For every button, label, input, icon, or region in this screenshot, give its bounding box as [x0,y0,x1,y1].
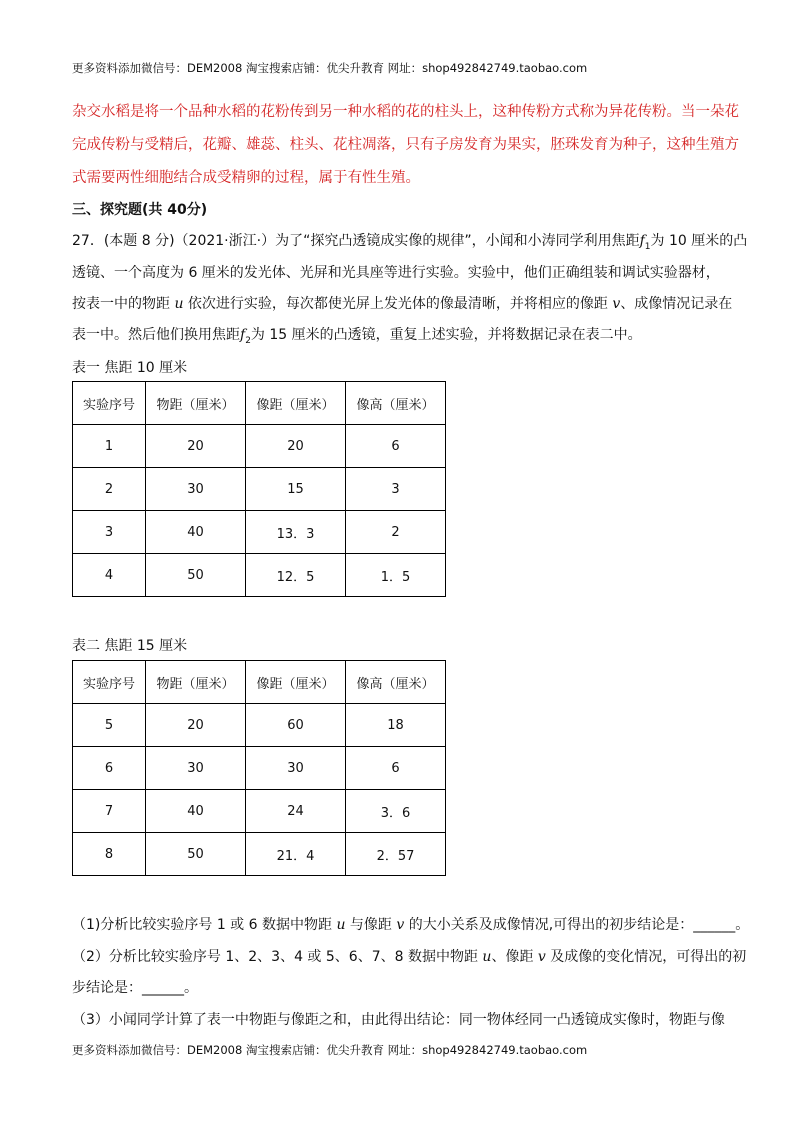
table-header-row [73,382,446,425]
table-cell: 3 [73,511,146,554]
table-row [73,468,446,511]
table-cell: 6 [73,747,146,790]
answer-line-2: 完成传粉与受精后，花瓣、雄蕊、柱头、花柱凋落，只有子房发育为果实，胚珠发育为种子，这种生殖方 [72,137,739,153]
table-cell: 20 [146,704,246,747]
table-cell: 3 [346,468,446,511]
table-header-cell: 像距（厘米） [246,661,346,704]
table-cell: 3．6 [346,790,446,833]
table-row [73,554,446,597]
table2-caption: 表二 焦距 15 厘米 [72,638,188,654]
table-row [73,833,446,876]
table-cell: 18 [346,704,446,747]
table-cell: 30 [146,747,246,790]
section-title: 三、探究题(共 40分) [72,202,208,218]
table-cell: 13．3 [246,511,346,554]
table-header-cell: 实验序号 [73,661,146,704]
subquestion-2: （2）分析比较实验序号 1、2、3、4 或 5、6、7、8 数据中物距 u、像距 v 及成像的变化情况，可得出的初 [72,949,747,965]
table-cell: 20 [246,425,346,468]
table-row [73,704,446,747]
answer-line-1: 杂交水稻是将一个品种水稻的花粉传到另一种水稻的花的柱头上，这种传粉方式称为异花传粉。当一朵花 [72,104,739,120]
table-cell: 40 [146,790,246,833]
subquestion-1: （1)分析比较实验序号 1 或 6 数据中物距 u 与像距 v 的大小关系及成像情况,可得出的初步结论是：______。 [72,917,750,933]
table-cell: 12．5 [246,554,346,597]
question-line-2: 透镜、一个高度为 6 厘米的发光体、光屏和光具座等进行实验。实验中，他们正确组装和调试实验器材， [72,265,720,281]
table-header-row [73,661,446,704]
table-cell: 24 [246,790,346,833]
subquestion-2-cont: 步结论是：______。 [72,980,198,996]
table-header-cell: 物距（厘米） [146,661,246,704]
table-cell: 60 [246,704,346,747]
table-cell: 2．57 [346,833,446,876]
table-cell: 2 [73,468,146,511]
question-line-3: 按表一中的物距 u 依次进行实验，每次都使光屏上发光体的像最清晰，并将相应的像距 v、成像情况记录在 [72,296,733,312]
table-cell: 20 [146,425,246,468]
question-line-1: 27．(本题 8 分)（2021·浙江·）为了“探究凸透镜成实像的规律”，小闻和小涛同学利用焦距$f_1$为 10 厘米的凸 [72,233,748,252]
table-row [73,511,446,554]
table2 [72,660,446,876]
table-cell: 15 [246,468,346,511]
table-row [73,790,446,833]
table-header-cell: 实验序号 [73,382,146,425]
table-cell: 6 [346,425,446,468]
table-cell: 50 [146,554,246,597]
table-cell: 2 [346,511,446,554]
table-cell: 6 [346,747,446,790]
table-cell: 1．5 [346,554,446,597]
subquestion-3: （3）小闻同学计算了表一中物距与像距之和，由此得出结论：同一物体经同一凸透镜成实像时，物距与像 [72,1012,725,1028]
table-cell: 30 [246,747,346,790]
table1 [72,381,446,597]
table-cell: 1 [73,425,146,468]
table-cell: 30 [146,468,246,511]
table-row [73,425,446,468]
table-header-cell: 像高（厘米） [346,661,446,704]
table-cell: 21．4 [246,833,346,876]
table-header-cell: 像距（厘米） [246,382,346,425]
table-header-cell: 像高（厘米） [346,382,446,425]
answer-line-3: 式需要两性细胞结合成受精卵的过程，属于有性生殖。 [72,170,420,186]
table-cell: 7 [73,790,146,833]
header-watermark: 更多资料添加微信号：DEM2008 淘宝搜索店铺：优尖升教育 网址：shop492842749.taobao.com [72,61,588,75]
table-cell: 8 [73,833,146,876]
question-line-4: 表一中。然后他们换用焦距$f_2$为 15 厘米的凸透镜，重复上述实验，并将数据记录在表二中。 [72,327,642,346]
table1-caption: 表一 焦距 10 厘米 [72,360,188,376]
table-cell: 4 [73,554,146,597]
table-header-cell: 物距（厘米） [146,382,246,425]
footer-watermark: 更多资料添加微信号：DEM2008 淘宝搜索店铺：优尖升教育 网址：shop492842749.taobao.com [72,1043,588,1057]
table-cell: 50 [146,833,246,876]
table-cell: 40 [146,511,246,554]
table-cell: 5 [73,704,146,747]
table-row [73,747,446,790]
